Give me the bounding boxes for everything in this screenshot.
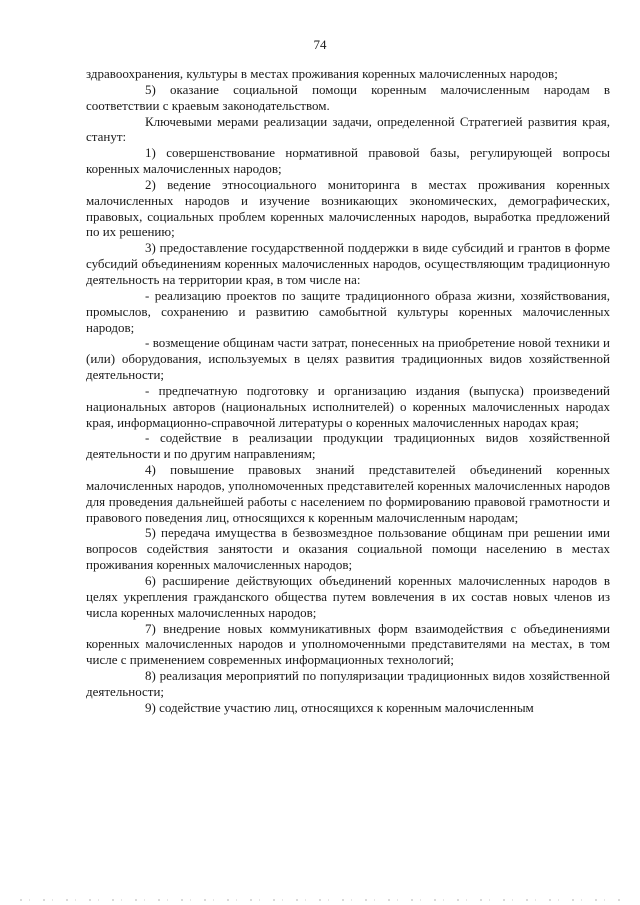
sub-list-item: - реализацию проектов по защите традиционного образа жизни, хозяйствования, промыслов, сохранению и развитию самобытной культуры коренных малочисленных народов; [86, 287, 610, 335]
list-item: 5) передача имущества в безвозмездное пользование общинам при решении ими вопросов содействия занятости и оказания социальной помощи населению в местах проживания коренных малочисленных народов; [86, 525, 610, 573]
scan-noise-line [20, 899, 620, 901]
document-body [86, 66, 610, 716]
sub-list-item: - содействие в реализации продукции традиционных видов хозяйственной деятельности и по другим направлениям; [86, 430, 610, 462]
paragraph-continuation: здравоохранения, культуры в местах проживания коренных малочисленных народов; [86, 66, 558, 81]
sub-list-item: - возмещение общинам части затрат, понесенных на приобретение новой техники и (или) оборудования, используемых в целях развития традиционных видов хозяйственной деятельности; [86, 335, 610, 383]
list-item: 7) внедрение новых коммуникативных форм взаимодействия с объединениями коренных малочисленных народов и уполномоченными представителями на местах, в том числе с применением современных информационных технологий; [86, 620, 610, 668]
list-item: 1) совершенствование нормативной правовой базы, регулирующей вопросы коренных малочисленных народов; [86, 145, 610, 177]
sub-list-item: - предпечатную подготовку и организацию издания (выпуска) произведений национальных авторов (национальных исполнителей) о коренных малочисленных народах края, информационно-справочной литературы о коренных малочисленных народах края; [86, 382, 610, 430]
paragraph: 5) оказание социальной помощи коренным малочисленным народам в соответствии с краевым законодательством. [86, 81, 610, 113]
list-item: 3) предоставление государственной поддержки в виде субсидий и грантов в форме субсидий объединениям коренных малочисленных народов, осуществляющим традиционную деятельность на территории края, в том числе на: [86, 240, 610, 287]
paragraph: Ключевыми мерами реализации задачи, определенной Стратегией развития края, станут: [86, 113, 610, 145]
list-item: 8) реализация мероприятий по популяризации традиционных видов хозяйственной деятельности; [86, 668, 610, 699]
list-item: 9) содействие участию лиц, относящихся к коренным малочисленным [145, 699, 534, 715]
page-number: 74 [313, 37, 327, 52]
list-item: 4) повышение правовых знаний представителей объединений коренных малочисленных народов, уполномоченных представителей коренных малочисленных народов для проведения дальнейшей работы с населением по формированию правовой грамотности и правового поведения лиц, относящихся к коренным малочисленным народам; [86, 462, 610, 525]
list-item: 2) ведение этносоциального мониторинга в местах проживания коренных малочисленных народов и изучение возникающих экономических, демографических, правовых, социальных проблем коренных малочисленных народов, выработка предложений по их решению; [86, 176, 610, 240]
list-item: 6) расширение действующих объединений коренных малочисленных народов в целях укрепления гражданского общества путем вовлечения в их состав новых членов из числа коренных малочисленных народов; [86, 573, 610, 620]
